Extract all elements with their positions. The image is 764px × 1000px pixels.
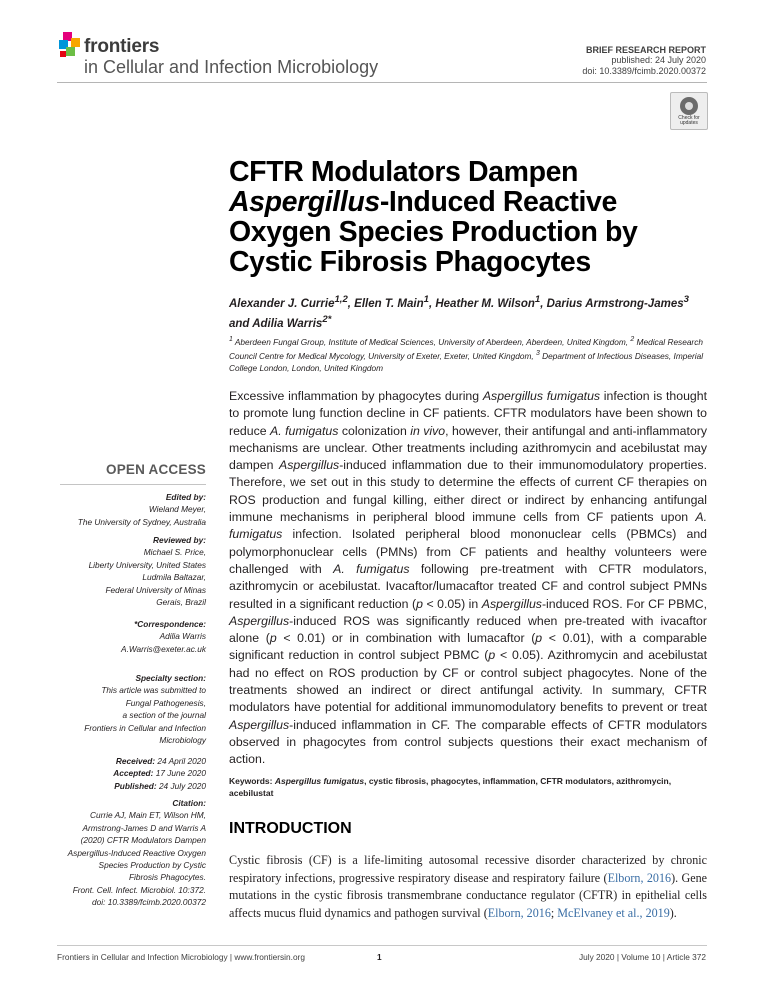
citation-block [57, 797, 206, 909]
dates-block [57, 755, 206, 792]
section-heading-introduction: INTRODUCTION [229, 820, 352, 837]
correspondence-block [57, 618, 206, 655]
editor-affiliation: The University of Sydney, Australia [77, 516, 206, 527]
specialty-line: Frontiers in Cellular and Infection [84, 722, 206, 733]
citation-line: Currie AJ, Main ET, Wilson HM, [90, 810, 206, 821]
author[interactable]: Alexander J. Currie [229, 297, 335, 310]
correspondence-email[interactable]: A.Warris@exeter.ac.uk [121, 643, 206, 654]
introduction-paragraph: Cystic fibrosis (CF) is a life-limiting autosomal recessive disorder characterized by chronic respiratory infections, progressive respiratory disease and respiratory failure (Elborn, 2016). Gene mutations in the cystic fibrosis transmembrane conductance regulator (CFTR) in epithelial cells affects mucus fluid dynamics and pathogen survival (Elborn, 2016; McElvaney et al., 2019). [229, 853, 707, 920]
logo-square-orange [71, 38, 80, 47]
author[interactable]: , Ellen T. Main [347, 297, 424, 310]
check-updates-icon [680, 97, 698, 115]
specialty-line: Fungal Pathogenesis, [125, 697, 206, 708]
doi-link[interactable]: doi: 10.3389/fcimb.2020.00372 [582, 66, 706, 76]
specialty-section-label: Specialty section: [135, 673, 206, 683]
reviewer-affiliation: Federal University of Minas [105, 584, 206, 595]
check-updates-label: Check for updates [678, 115, 700, 126]
author[interactable]: , Heather M. Wilson [428, 297, 535, 310]
specialty-line: Microbiology [159, 735, 206, 746]
received-date: Received: 24 April 2020 [115, 756, 206, 766]
reviewer-affiliation: Gerais, Brazil [156, 597, 206, 608]
logo-square-magenta [63, 32, 72, 41]
reviewer-name: Michael S. Price, [143, 547, 206, 558]
reference-link[interactable]: McElvaney et al., 2019 [557, 905, 670, 920]
citation-line: Aspergillus-Induced Reactive Oxygen [67, 847, 206, 858]
affiliations: $^1$ Aberdeen Fungal Group, Institute of Medical Sciences, University of Aberdeen, Aberdeen, United Kingdom, $^2$ Medical Research Council Centre for Medical Mycology, University of Exeter, Exeter, United Kingdom, $^3$ Department of Infectious Diseases, Imperial College London, London, United Kingdom [229, 336, 704, 373]
published-date: published: 24 July 2020 [611, 55, 706, 65]
citation-line: Species Production by Cystic [98, 860, 206, 871]
logo-square-red [60, 51, 66, 57]
specialty-line: This article was submitted to [101, 685, 206, 696]
specialty-line: a section of the journal [122, 710, 206, 721]
reference-link[interactable]: Elborn, 2016 [487, 905, 551, 920]
frontiers-logo [57, 30, 87, 60]
author[interactable]: , Darius Armstrong-James [540, 297, 684, 310]
article-type: BRIEF RESEARCH REPORT [585, 45, 706, 55]
brand-name: frontiers [84, 36, 160, 57]
reviewer-affiliation: Liberty University, United States [88, 559, 206, 570]
reviewer-name: Ludmila Baltazar, [142, 572, 206, 583]
reference-link[interactable]: Elborn, 2016 [607, 870, 672, 885]
page-number: 1 [377, 952, 382, 962]
published-date-sidebar: Published: 24 July 2020 [114, 780, 206, 791]
citation-label: Citation: [172, 798, 206, 808]
edited-by-label: Edited by: [165, 492, 206, 502]
citation-doi[interactable]: doi: 10.3389/fcimb.2020.00372 [92, 897, 206, 908]
accepted-date: Accepted: 17 June 2020 [113, 768, 206, 779]
journal-name: in Cellular and Infection Microbiology [84, 57, 379, 77]
keywords: Keywords: Aspergillus fumigatus, cystic fibrosis, phagocytes, inflammation, CFTR modulators, azithromycin, acebilustat [229, 776, 672, 798]
author-list: Alexander J. Currie$^{1,2}$, Ellen T. Main$^1$, Heather M. Wilson$^1$, Darius Armstrong-James$^3$ and Adilia Warris$^{2*}$ [229, 294, 689, 330]
check-for-updates-badge[interactable] [670, 92, 708, 130]
citation-line: (2020) CFTR Modulators Dampen [80, 835, 206, 846]
correspondence-name: Adilia Warris [159, 631, 206, 642]
correspondence-label: *Correspondence: [134, 619, 206, 629]
footer-journal-link[interactable]: Frontiers in Cellular and Infection Microbiology | www.frontiersin.org [57, 952, 305, 962]
citation-line: Front. Cell. Infect. Microbiol. 10:372. [72, 884, 206, 895]
reviewed-by-label: Reviewed by: [152, 535, 206, 545]
edited-by-block [57, 491, 206, 528]
header-divider [57, 82, 707, 83]
editor-name: Wieland Meyer, [148, 504, 206, 515]
article-title: CFTR Modulators Dampen Aspergillus-Induced Reactive Oxygen Species Production by Cystic Fibrosis Phagocytes [229, 156, 638, 278]
sidebar-divider [60, 484, 206, 485]
open-access-label: OPEN ACCESS [106, 462, 206, 477]
citation-line: Armstrong-James D and Warris A [82, 822, 206, 833]
logo-square-green [66, 47, 75, 56]
footer-issue-info: July 2020 | Volume 10 | Article 372 [579, 952, 706, 962]
abstract: Excessive inflammation by phagocytes during Aspergillus fumigatus infection is thought to promote lung function decline in CF patients. CFTR modulators have been shown to reduce A. fumigatus colonization in vivo, however, their antifungal and anti-inflammatory mechanisms are unclear. Other treatments including azithromycin and acebilustat may dampen Aspergillus-induced inflammation due to their immunomodulatory properties. Therefore, we set out in this study to determine the effects of current CF therapies on ROS production and fungal killing, either direct or indirect by enhancing antifungal immune mechanisms in peripheral blood immune cells from CF patients upon A. fumigatus infection. Isolated peripheral blood mononuclear cells (PBMCs) and polymorphonuclear cells (PMNs) from CF patients and healthy volunteers were challenged with A. fumigatus following pre-treatment with CFTR modulators, azithromycin or acebilustat. Ivacaftor/lumacaftor treated CF and control subject PMNs resulted in a significant reduction (p < 0.05) in Aspergillus-induced ROS. For CF PBMC, Aspergillus-induced ROS was significantly reduced when pre-treated with ivacaftor alone (p < 0.01) or in combination with lumacaftor (p < 0.01), with a comparable significant reduction in control subject PBMC (p < 0.05). Azithromycin and acebilustat had no effect on ROS production by CF or control subject phagocytes. None of the treatments showed an indirect or direct antifungal activity. In summary, CFTR modulators have potential for additional immunomodulatory benefits to prevent or treat Aspergillus-induced inflammation in CF. The comparable effects of CFTR modulators observed in phagocytes from control subjects questions their exact mechanism of action. [229, 389, 708, 767]
citation-line: Fibrosis Phagocytes. [128, 872, 206, 883]
footer-divider [57, 945, 707, 946]
reviewed-by-block [57, 534, 206, 608]
specialty-section-block [57, 672, 206, 746]
author[interactable]: and Adilia Warris [229, 317, 323, 330]
